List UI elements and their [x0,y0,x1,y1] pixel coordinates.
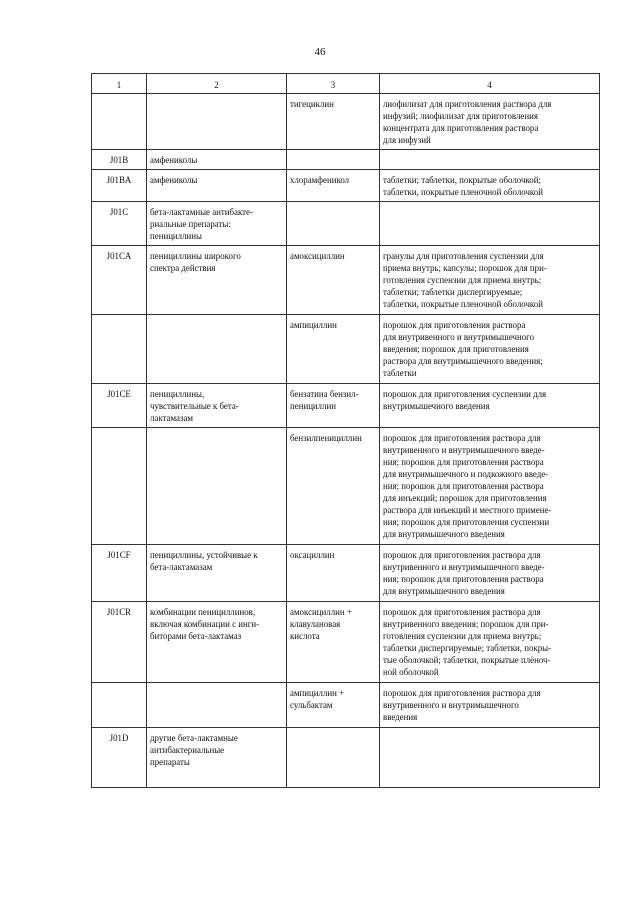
table-row [92,683,600,728]
table-header-row [92,74,600,94]
group-cell [147,150,287,170]
forms-cell [380,202,600,246]
drug-text: бензатина бензил- пенициллин [290,389,359,411]
column-header-4: 4 [380,74,600,94]
forms-text: порошок для приготовления раствора для внутривенного и внутримышечного введения; порошок для приготовления раствора для внутримышечного введения; таблетки [383,320,543,378]
forms-cell [380,150,600,170]
group-cell [147,246,287,315]
table-row [92,545,600,602]
atc-code-cell [92,428,147,545]
drug-text: амоксициллин [290,251,345,261]
table-row [92,170,600,202]
group-cell [147,602,287,683]
group-text: амфениколы [150,155,198,165]
atc-code-cell: J01D [92,728,147,788]
atc-code-cell: J01CF [92,545,147,602]
forms-cell [380,170,600,202]
drug-text: хлорамфеникол [290,175,350,185]
forms-cell [380,94,600,150]
table-row [92,246,600,315]
forms-cell [380,246,600,315]
drug-cell [287,150,380,170]
forms-text: таблетки; таблетки, покрытые оболочкой; таблетки, покрытые пленочной оболочкой [383,175,543,197]
group-cell [147,545,287,602]
group-text: бета-лактамные антибакте- риальные препараты: пенициллины [150,207,253,241]
group-cell [147,170,287,202]
table-row [92,384,600,428]
forms-text: порошок для приготовления раствора для внутривенного введения; порошок для при- готовления суспензии для приема внутрь; таблетки диспергируемые; таблетки, покры- тые оболочкой; таблетки, покрытые плёноч- ной оболочкой [383,607,552,677]
drug-text: ампициллин + сульбактам [290,688,345,710]
forms-text: порошок для приготовления раствора для внутривенного и внутримышечного введе- ния; порошок для приготовления раствора для внутримышечного введения [383,550,545,596]
group-cell [147,428,287,545]
forms-cell [380,428,600,545]
group-text: пенициллины, чувствительные к бета- лактамазам [150,389,239,423]
drug-text: оксациллин [290,550,335,560]
atc-code-cell: J01C [92,202,147,246]
table-row [92,728,600,788]
drug-cell [287,602,380,683]
atc-code-cell: J01CA [92,246,147,315]
drug-cell [287,428,380,545]
group-text: пенициллины широкого спектра действия [150,251,241,273]
forms-text: гранулы для приготовления суспензии для приема внутрь; капсулы; порошок для при- готовления суспензии для приема внутрь; таблетки; таблетки диспергируемые; таблетки, покрытые пленочной оболочкой [383,251,547,309]
drug-cell [287,202,380,246]
atc-code-cell [92,683,147,728]
drug-text: ампициллин [290,320,337,330]
forms-cell [380,602,600,683]
column-header-2: 2 [147,74,287,94]
column-header-3: 3 [287,74,380,94]
column-header-1: 1 [92,74,147,94]
forms-cell [380,683,600,728]
table-row [92,94,600,150]
forms-cell [380,315,600,384]
group-text: пенициллины, устойчивые к бета-лактамазам [150,550,258,572]
drug-table [91,73,600,788]
atc-code-cell: J01CR [92,602,147,683]
group-cell [147,728,287,788]
group-cell [147,202,287,246]
atc-code-cell: J01BA [92,170,147,202]
group-text: амфениколы [150,175,198,185]
group-cell [147,315,287,384]
table-row [92,602,600,683]
drug-cell [287,728,380,788]
drug-cell [287,545,380,602]
forms-cell [380,384,600,428]
forms-text: порошок для приготовления суспензии для внутримышечного введения [383,389,547,411]
drug-text: амоксициллин + клавулановая кислота [290,607,352,641]
page-number: 46 [314,46,326,58]
forms-cell [380,728,600,788]
drug-text: бензилпенициллин [290,433,362,443]
atc-code-cell [92,315,147,384]
atc-code-cell: J01CE [92,384,147,428]
group-cell [147,683,287,728]
table-row [92,202,600,246]
forms-cell [380,545,600,602]
drug-cell [287,384,380,428]
group-text: комбинации пенициллинов, включая комбинации с инги- биторами бета-лактамаз [150,607,260,641]
drug-cell [287,683,380,728]
drug-cell [287,94,380,150]
table-row [92,315,600,384]
atc-code-cell [92,94,147,150]
atc-code-cell: J01B [92,150,147,170]
forms-text: порошок для приготовления раствора для внутривенного и внутримышечного введе- ния; порошок для приготовления раствора для внутримышечного и подкожного введе- ния; порошок для приготовления раствора для инъекций; порошок для приготовления раствора для инъекций и местного примене- ния; порошок для приготовления суспензии для внутримышечного введения [383,433,552,539]
forms-text: лиофилизат для приготовления раствора для инфузий; лиофилизат для приготовления концентрата для приготовления раствора для инфузий [383,99,552,145]
drug-cell [287,246,380,315]
group-cell [147,384,287,428]
forms-text: порошок для приготовления раствора для внутривенного и внутримышечного введения [383,688,541,722]
drug-cell [287,170,380,202]
drug-text: тигециклин [290,99,334,109]
table-row [92,428,600,545]
table-row [92,150,600,170]
group-text: другие бета-лактамные антибактериальные препараты [150,733,238,767]
drug-cell [287,315,380,384]
group-cell [147,94,287,150]
